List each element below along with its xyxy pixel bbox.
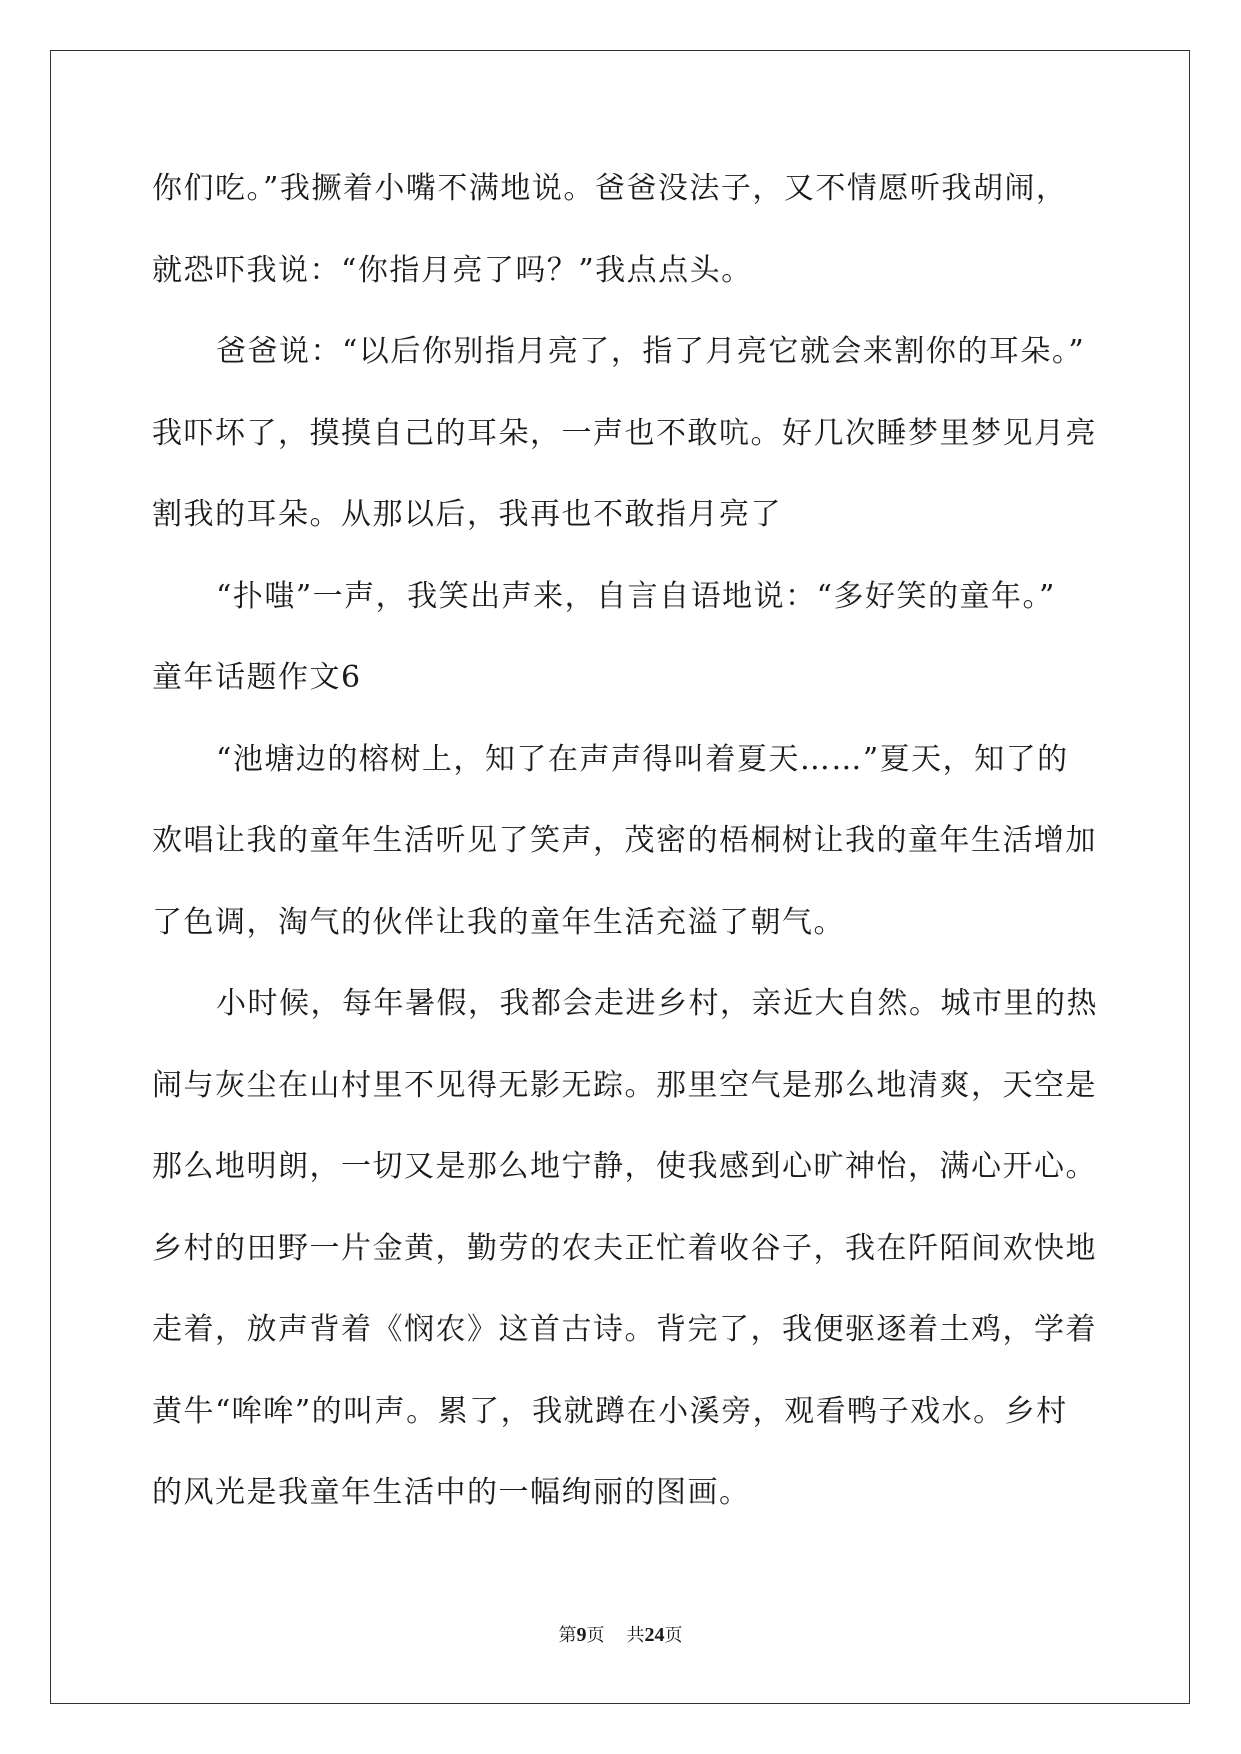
text-line: 就恐吓我说：“你指月亮了吗？”我点点头。 — [152, 252, 753, 288]
text-line: 的风光是我童年生活中的一幅绚丽的图画。 — [152, 1475, 751, 1510]
text-line: 我吓坏了，摸摸自己的耳朵，一声也不敢吭。好几次睡梦里梦见月亮 — [152, 415, 1097, 451]
page-suffix: 页 — [586, 1625, 605, 1646]
text-line: 欢唱让我的童年生活听见了笑声，茂密的梧桐树让我的童年生活增加 — [152, 823, 1097, 858]
text-line: 了色调，淘气的伙伴让我的童年生活充溢了朝气。 — [152, 904, 845, 940]
page-number: 9 — [576, 1624, 587, 1646]
text-line: 小时候，每年暑假，我都会走进乡村，亲近大自然。城市里的热 — [216, 986, 1098, 1021]
text-line: 你们吃。”我撅着小嘴不满地说。爸爸没法子，又不情愿听我胡闹， — [152, 171, 1068, 206]
text-line: 割我的耳朵。从那以后，我再也不敢指月亮了 — [152, 497, 782, 532]
text-line: 闹与灰尘在山村里不见得无影无踪。那里空气是那么地清爽，天空是 — [152, 1067, 1097, 1103]
text-line: 黄牛“哞哞”的叫声。累了，我就蹲在小溪旁，观看鸭子戏水。乡村 — [152, 1393, 1068, 1429]
total-suffix: 页 — [664, 1625, 683, 1646]
text-line: 乡村的田野一片金黄，勤劳的农夫正忙着收谷子，我在阡陌间欢快地 — [152, 1230, 1097, 1266]
total-prefix: 共 — [626, 1625, 645, 1646]
text-line: “扑嗤”一声，我笑出声来，自言自语地说：“多好笑的童年。” — [216, 578, 1056, 614]
text-line: “池塘边的榕树上，知了在声声得叫着夏天……”夏天，知了的 — [216, 741, 1069, 777]
section-heading: 童年话题作文6 — [152, 660, 362, 695]
document-body — [152, 148, 1102, 1534]
text-line: 那么地明朗，一切又是那么地宁静，使我感到心旷神怡，满心开心。 — [152, 1149, 1097, 1184]
total-pages: 24 — [644, 1624, 665, 1646]
text-line: 爸爸说：“以后你别指月亮了，指了月亮它就会来割你的耳朵。” — [216, 334, 1086, 369]
text-line: 走着，放声背着《悯农》这首古诗。背完了，我便驱逐着土鸡，学着 — [152, 1312, 1097, 1347]
page-footer — [0, 1623, 1241, 1648]
page-prefix: 第 — [558, 1625, 577, 1646]
